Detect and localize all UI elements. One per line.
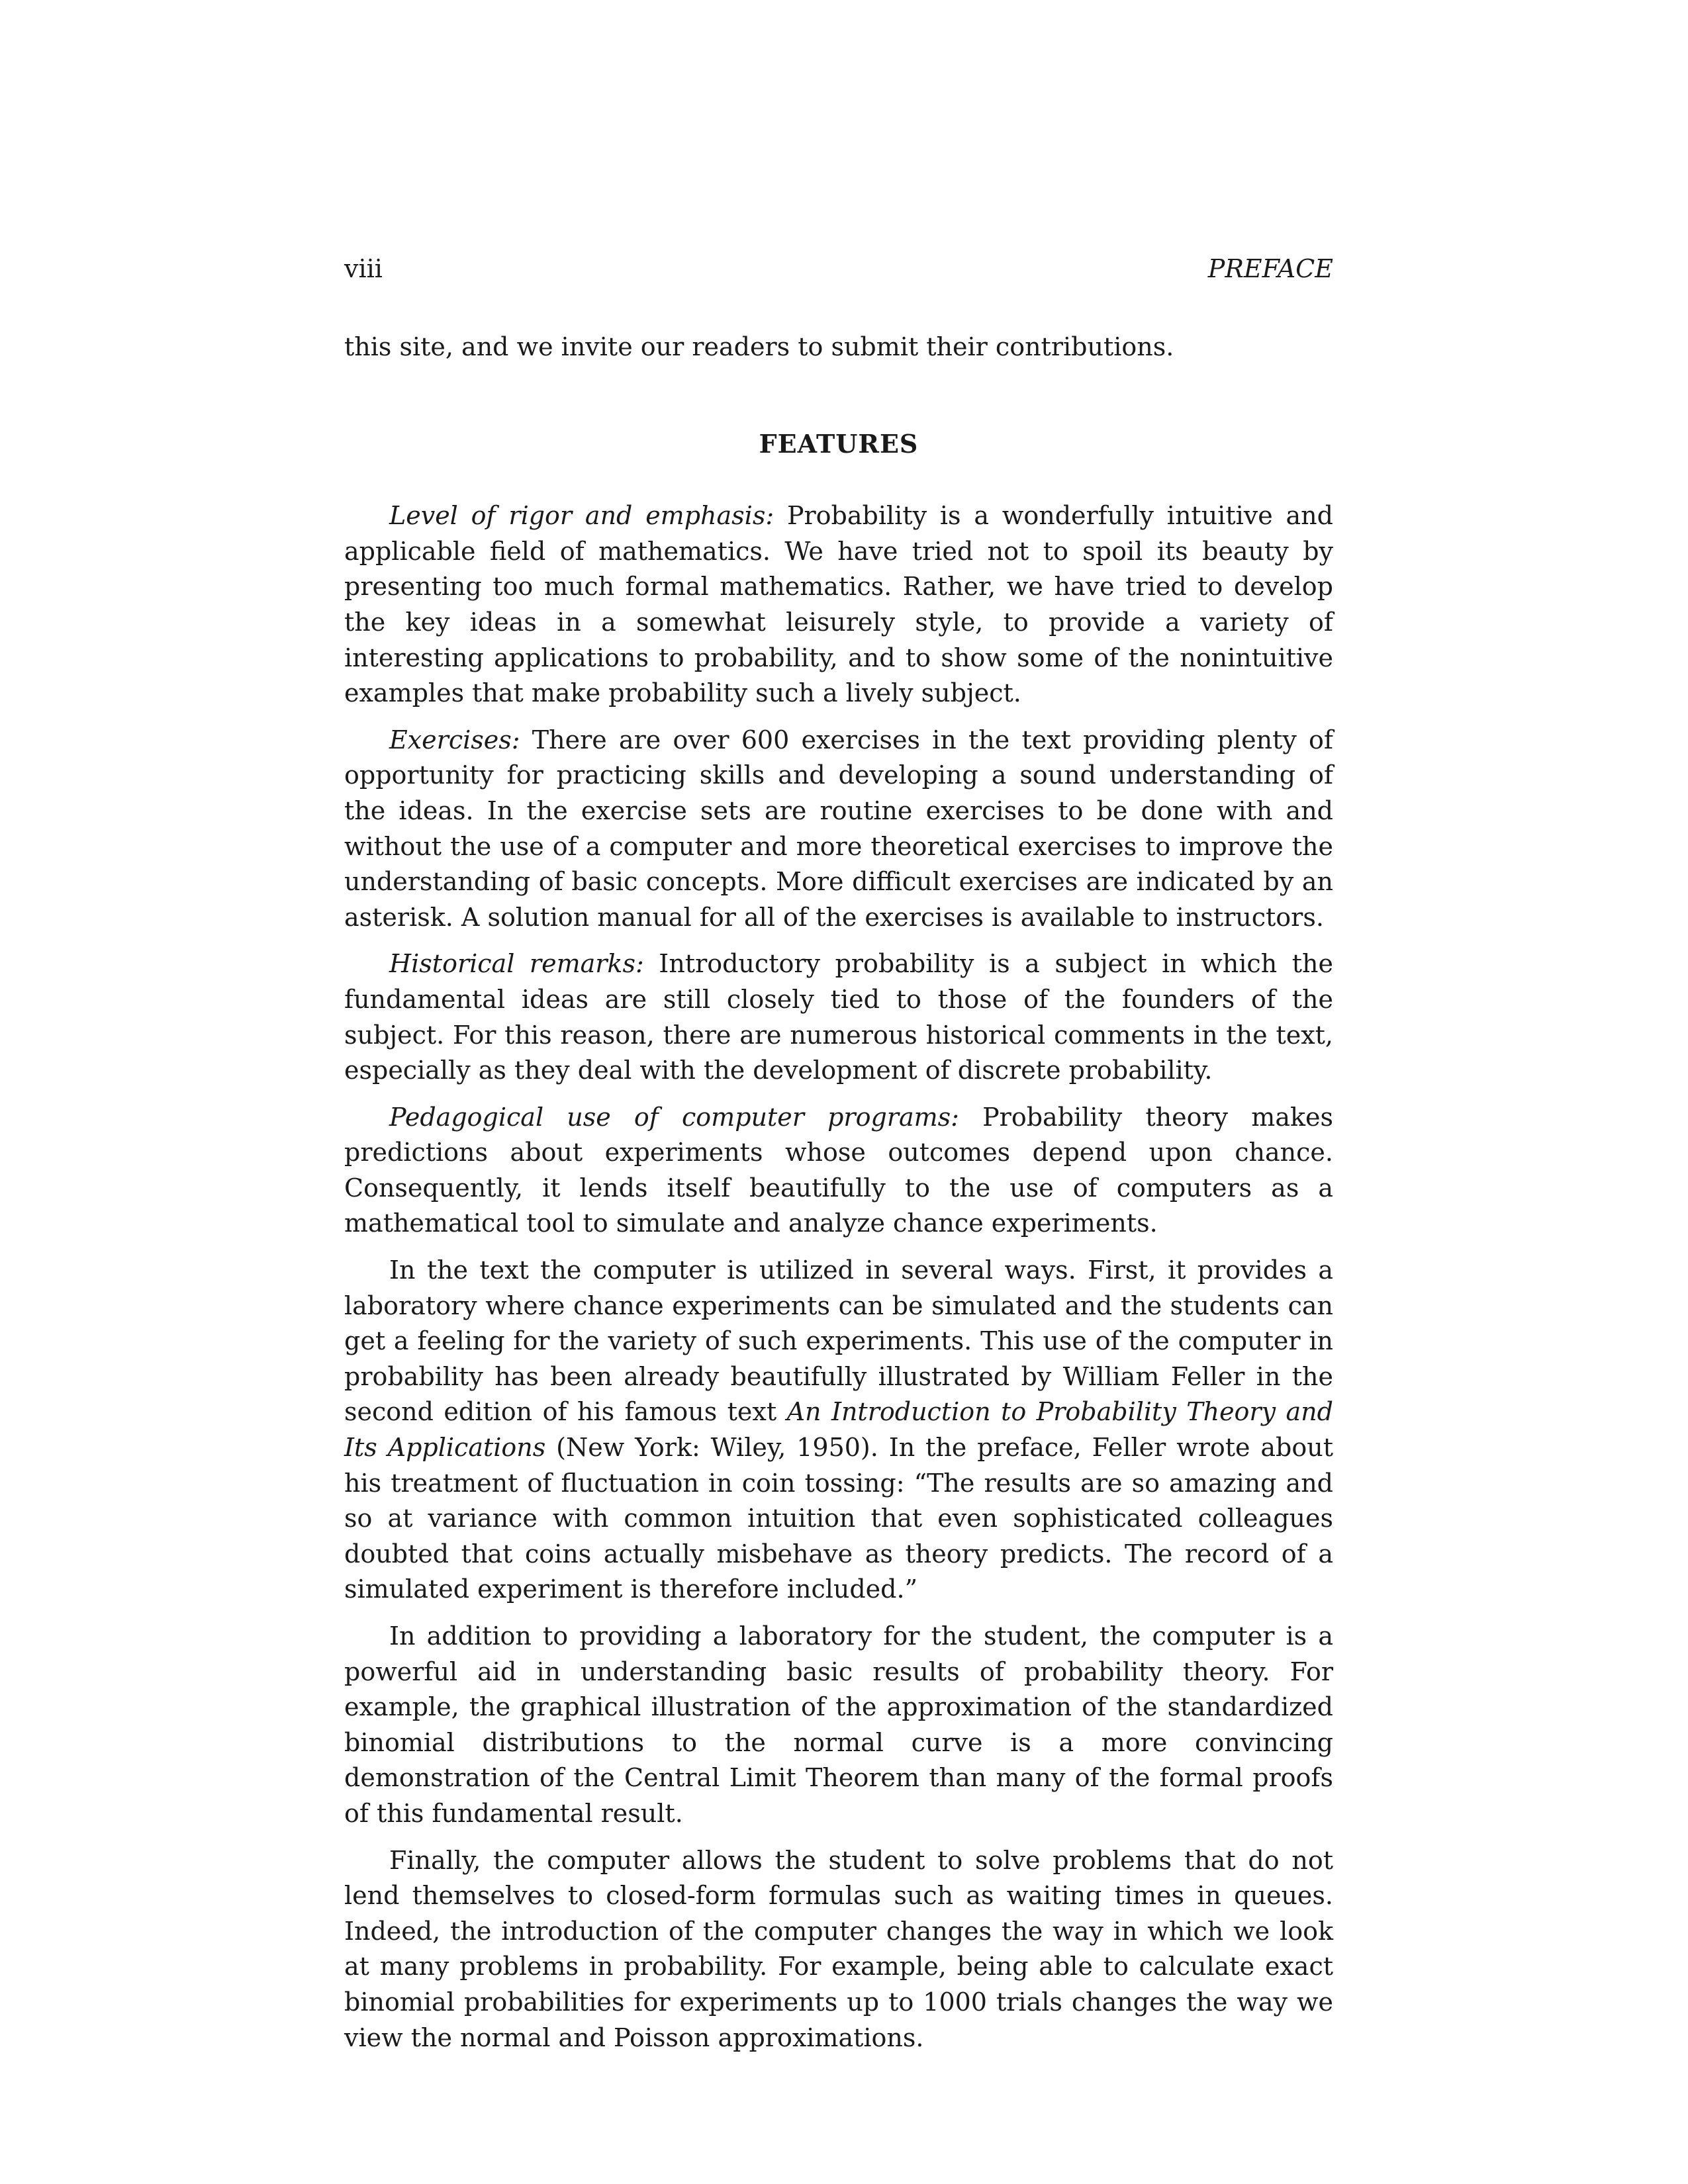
book-title: An Introduction to Probability Theory and Its Applications	[344, 1397, 1333, 1463]
paragraph-text: (New York: Wiley, 1950). In the preface, Feller wrote about his treatment of fluctuation in coin tossing: “The results are so amazing and so at variance with common intuition that even sophisticated colleagues doubted that coins actually misbehave as theory predicts. The record of a simulated experiment is therefore included.”	[344, 1433, 1333, 1604]
paragraph-pedagogical-use	[344, 1100, 1333, 1242]
paragraph-text: Probability theory makes predictions about experiments whose outcomes depend upon chance. Consequently, it lends itself beautifully to the use of computers as a mathematical tool to simulate and analyze chance experiments.	[344, 1102, 1333, 1238]
book-page	[344, 251, 1333, 2067]
paragraph-historical-remarks	[344, 946, 1333, 1088]
paragraph-exercises	[344, 723, 1333, 936]
running-head	[344, 251, 1333, 291]
paragraph-text: In the text the computer is utilized in several ways. First, it provides a laboratory where chance experiments can be simulated and the students can get a feeling for the variety of such experiments. This use of the computer in probability has been already beautifully illustrated by William Feller in the second edition of his famous text	[344, 1255, 1333, 1427]
chapter-title: PREFACE	[1207, 254, 1333, 283]
paragraph-lead-in: Historical remarks:	[389, 949, 644, 979]
continuation-paragraph: this site, and we invite our readers to submit their contributions.	[344, 332, 1174, 361]
paragraph-laboratory: In addition to providing a laboratory for the student, the computer is a powerful aid in understanding basic results of probability theory. For example, the graphical illustration of the approximation of the standardized binomial distributions to the normal curve is a more convincing demonstration of the Central Limit Theorem than many of the formal proofs of this fundamental result.	[344, 1621, 1333, 1828]
paragraph-lead-in: Level of rigor and emphasis:	[389, 501, 774, 531]
paragraph-level-of-rigor	[344, 498, 1333, 711]
paragraph-text: There are over 600 exercises in the text providing plenty of opportunity for practicing skills and developing a sound understanding of the ideas. In the exercise sets are routine exercises to be done with and without the use of a computer and more theoretical exercises to improve the understanding of basic concepts. More difficult exercises are indicated by an asterisk. A solution manual for all of the exercises is available to instructors.	[344, 725, 1333, 932]
paragraph-text: Probability is a wonderfully intuitive and applicable field of mathematics. We have tried not to spoil its beauty by presenting too much formal mathematics. Rather, we have tried to develop the key ideas in a somewhat leisurely style, to provide a variety of interesting applications to probability, and to show some of the nonintuitive examples that make probability such a lively subject.	[344, 501, 1333, 708]
paragraph-computer-uses	[344, 1253, 1333, 1608]
section-heading: FEATURES	[759, 428, 919, 459]
paragraph-text: Introductory probability is a subject in which the fundamental ideas are still closely tied to those of the founders of the subject. For this reason, there are numerous historical comments in the text, especially as they deal with the development of discrete probability.	[344, 949, 1333, 1085]
paragraph-lead-in: Exercises:	[389, 725, 520, 754]
page-number: viii	[344, 254, 383, 283]
paragraph-finally: Finally, the computer allows the student to solve problems that do not lend themselves to closed-form formulas such as waiting times in queues. Indeed, the introduction of the computer changes the way in which we look at many problems in probability. For example, being able to calculate exact binomial probabilities for experiments up to 1000 trials changes the way we view the normal and Poisson approximations.	[344, 1845, 1333, 2052]
paragraph-lead-in: Pedagogical use of computer programs:	[389, 1102, 959, 1132]
